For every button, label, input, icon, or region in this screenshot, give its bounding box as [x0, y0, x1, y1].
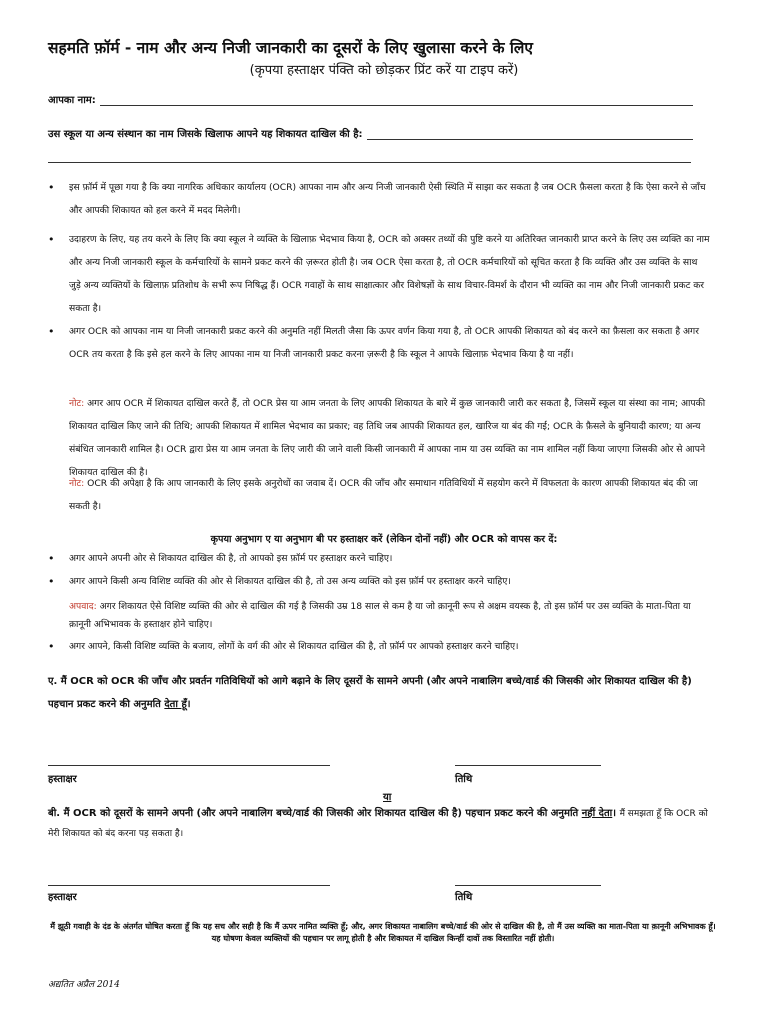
bullet-text: अगर आपने किसी अन्य विशिष्ट व्यक्ति की ओर से शिकायत दाखिल की है, तो उस अन्य व्यक्ति को इस फ़ॉर्म पर हस्ताक्षर करने चाहिए।	[69, 576, 511, 587]
bullet-text: अगर आपने, किसी विशिष्ट व्यक्ति के बजाय, लोगों के वर्ग की ओर से शिकायत दाखिल की है, तो फ़ॉर्म पर आपको हस्ताक्षर करने चाहिए।	[69, 641, 519, 652]
note-cooperation	[69, 472, 710, 518]
section-a-date-label: तिथि	[455, 774, 473, 785]
school-field[interactable]	[48, 126, 693, 140]
school-input-line-2[interactable]	[48, 162, 691, 163]
bullet-icon: •	[48, 552, 55, 565]
section-b-emphasis: नहीं देता	[581, 808, 613, 819]
exception-note	[69, 598, 710, 634]
bullet-icon: •	[48, 325, 55, 338]
bullet-text: अगर आपने अपनी ओर से शिकायत दाखिल की है, तो आपको इस फ़ॉर्म पर हस्ताक्षर करने चाहिए।	[69, 553, 393, 564]
info-bullet-2	[48, 228, 710, 320]
section-a-date-line[interactable]	[455, 765, 601, 766]
note-text: OCR की अपेक्षा है कि आप जानकारी के लिए इसके अनुरोधों का जवाब दें। OCR की जाँच और समाधान गतिविधियों में सहयोग करने में विफलता के कारण आपकी शिकायत बंद की जा सकती है।	[69, 478, 698, 512]
info-bullet-1	[48, 176, 710, 222]
note-text: अगर आप OCR में शिकायत दाखिल करते हैं, तो OCR प्रेस या आम जनता के लिए आपकी शिकायत के बारे में कुछ जानकारी जारी कर सकता है, जिसमें स्कूल या संस्था का नाम; आपकी शिकायत दाखिल किए जाने की तिथि; आपकी शिकायत में शामिल भेदभाव का प्रकार; वह तिथि जब आपकी शिकायत हल, खारिज या बंद की गई; OCR के फ़ैसले के बुनियादी कारण; या अन्य संबंधित जानकारी शामिल है। OCR द्वारा प्रेस या आम जनता के लिए जारी की जाने वाली किसी जानकारी में आपका नाम या उस व्यक्ति का नाम शामिल नहीं किया जाएगा जिसकी ओर से आपने शिकायत दाखिल की है।	[69, 398, 706, 478]
bullet-text: इस फ़ॉर्म में पूछा गया है कि क्या नागरिक अधिकार कार्यालय (OCR) आपका नाम और अन्य निजी जानकारी ऐसी स्थिति में साझा कर सकता है जब OCR फ़ैसला करता है कि ऐसा करने से जाँच और आपकी शिकायत को हल करने में मदद मिलेगी।	[69, 182, 706, 216]
sign-rule-class	[48, 638, 710, 656]
exception-text: अगर शिकायत ऐसे विशिष्ट व्यक्ति की ओर से दाखिल की गई है जिसकी उम्र 18 साल से कम है या जो क़ानूनी रूप से अक्षम वयस्क है, तो इस फ़ॉर्म पर उस व्यक्ति के माता-पिता या क़ानूनी अभिभावक के हस्ताक्षर होने चाहिए।	[69, 601, 691, 630]
sign-rule-self	[48, 550, 710, 568]
section-a-statement: ए. मैं OCR को OCR की जाँच और प्रवर्तन गतिविधियों को आगे बढ़ाने के लिए दूसरों के सामने अपनी (और अपने नाबालिग बच्चे/वार्ड की जिसकी ओर शिकायत दाखिल की है) पहचान प्रकट करने की अनुमति देता हूँ।	[48, 676, 692, 710]
section-b-date-label: तिथि	[455, 892, 473, 903]
sign-rule-other	[48, 573, 710, 591]
bullet-icon: •	[48, 181, 55, 194]
bullet-icon: •	[48, 233, 55, 246]
bullet-text: अगर OCR को आपका नाम या निजी जानकारी प्रकट करने की अनुमति नहीं मिलती जैसा कि ऊपर वर्णन किया गया है, तो OCR आपकी शिकायत को बंद करने का फ़ैसला कर सकता है अगर OCR तय करता है कि इसे हल करने के लिए आपका नाम या निजी जानकारी प्रकट करना ज़रूरी है कि स्कूल ने आपके खिलाफ़ भेदभाव किया है या नहीं।	[69, 326, 699, 360]
section-a-signature-line[interactable]	[48, 765, 330, 766]
bullet-text: उदाहरण के लिए, यह तय करने के लिए कि क्या स्कूल ने व्यक्ति के खिलाफ़ भेदभाव किया है, OCR को अक्सर तथ्यों की पुष्टि करने या अतिरिक्त जानकारी प्राप्त करने के लिए उस व्यक्ति का नाम और अन्य निजी जानकारी स्कूल के कर्मचारियों के सामने प्रकट करने की ज़रूरत होती है। जब OCR ऐसा करता है, तो OCR कर्मचारियों को सूचित करता है कि व्यक्ति और उस व्यक्ति के साथ जुड़े अन्य व्यक्तियों के खिलाफ़ प्रतिशोध के सभी रूप निषिद्ध हैं। OCR गवाहों के साथ साक्षात्कार और विशेषज्ञों के साथ विचार-विमर्श के दौरान भी व्यक्ति का नाम और निजी जानकारी प्रकट कर सकता है।	[69, 234, 710, 314]
form-title: सहमति फ़ॉर्म - नाम और अन्य निजी जानकारी का दूसरों के लिए खुलासा करने के लिए	[48, 39, 533, 57]
bullet-icon: •	[48, 575, 55, 588]
name-input-line[interactable]	[100, 95, 693, 106]
or-separator: या	[383, 792, 392, 803]
exception-label: अपवाद:	[69, 601, 97, 612]
name-label: आपका नाम:	[48, 95, 96, 106]
signing-instruction: कृपया अनुभाग ए या अनुभाग बी पर हस्ताक्षर करें (लेकिन दोनों नहीं) और OCR को वापस कर दें:	[210, 534, 558, 545]
info-bullet-3	[48, 320, 710, 366]
section-b-signature-label: हस्ताक्षर	[48, 892, 77, 903]
note-label: नोट:	[69, 478, 85, 489]
section-b-signature-line[interactable]	[48, 885, 330, 886]
note-press	[69, 392, 710, 484]
revision-date: अद्यतित अप्रैल 2014	[48, 980, 120, 990]
note-label: नोट:	[69, 398, 85, 409]
school-label: उस स्कूल या अन्य संस्थान का नाम जिसके खिलाफ आपने यह शिकायत दाखिल की है:	[48, 129, 363, 140]
perjury-declaration: मैं झूठी गवाही के दंड के अंतर्गत घोषित करता हूँ कि यह सच और सही है कि मैं ऊपर नामित व्यक्ति हूँ; और, अगर शिकायत नाबालिग बच्चे/वार्ड की ओर से दाखिल की है, तो मैं उस व्यक्ति का माता-पिता या क़ानूनी अभिभावक हूँ। यह घोषणा केवल व्यक्तियों की पहचान पर लागू होती है और शिकायत में दाखिल किन्हीं दावों तक विस्तारित नहीं होती।	[50, 922, 716, 943]
form-subtitle: (कृपया हस्ताक्षर पंक्ति को छोड़कर प्रिंट करें या टाइप करें)	[249, 63, 519, 78]
name-field[interactable]	[48, 92, 693, 106]
section-b-date-line[interactable]	[455, 885, 601, 886]
bullet-icon: •	[48, 640, 55, 653]
section-b-statement: बी. मैं OCR को दूसरों के सामने अपनी (और अपने नाबालिग बच्चे/वार्ड की जिसकी ओर शिकायत दाखिल की है) पहचान प्रकट करने की अनुमति नहीं देता। मैं समझता हूँ कि OCR को मेरी शिकायत को बंद करना पड़ सकता है।	[48, 808, 708, 839]
section-a-emphasis: देता हूँ	[164, 699, 187, 710]
school-input-line[interactable]	[367, 129, 693, 140]
section-a-signature-label: हस्ताक्षर	[48, 774, 77, 785]
